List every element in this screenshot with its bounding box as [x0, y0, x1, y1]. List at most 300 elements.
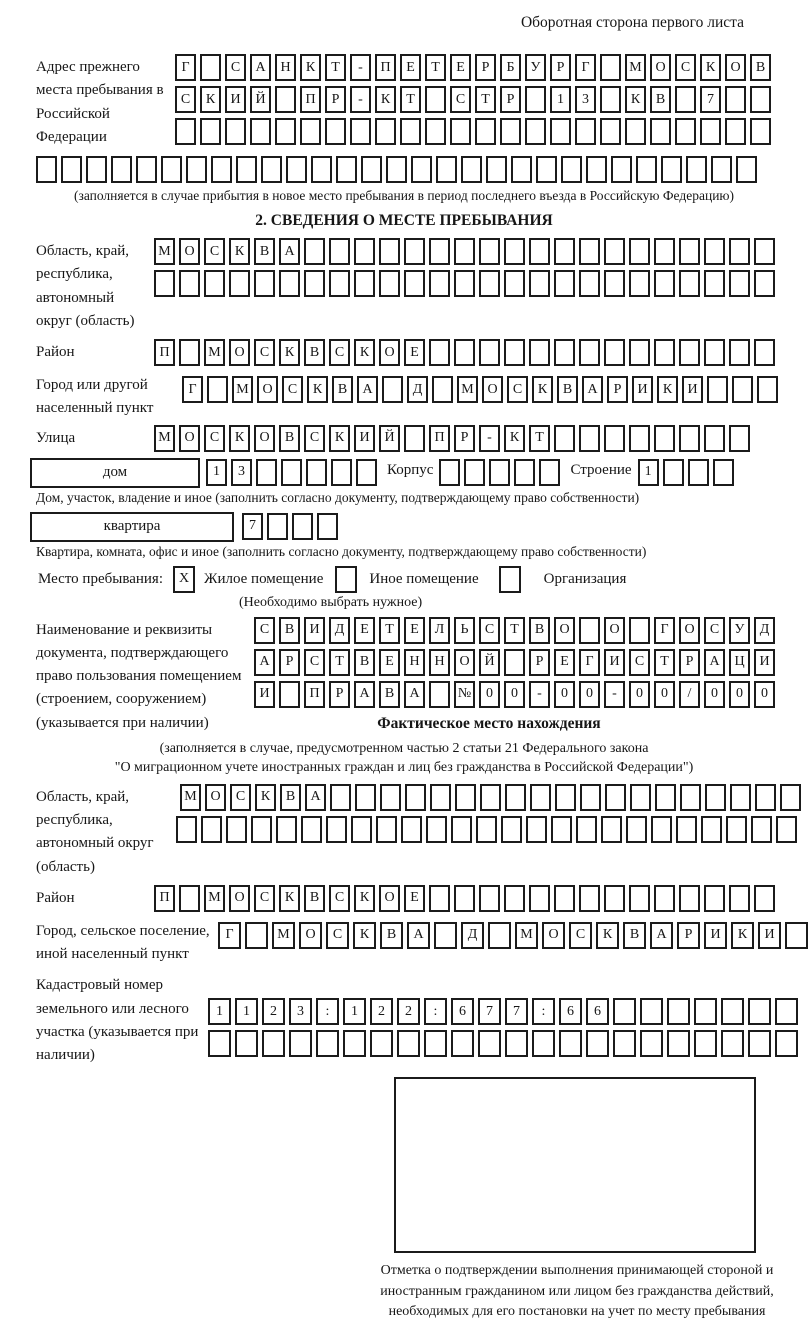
char-box: Р	[279, 649, 300, 676]
char-box: 7	[700, 86, 721, 113]
char-box: В	[529, 617, 550, 644]
char-box: О	[542, 922, 565, 949]
char-box	[640, 1030, 663, 1057]
char-box: И	[304, 617, 325, 644]
option-inoe-label: Иное помещение	[369, 570, 479, 587]
char-box: А	[407, 922, 430, 949]
korpus-label: Корпус	[387, 461, 434, 478]
char-box: В	[354, 649, 375, 676]
char-box	[757, 376, 778, 403]
char-box: И	[754, 649, 775, 676]
char-box	[451, 1030, 474, 1057]
char-box: О	[650, 54, 671, 81]
char-box	[300, 118, 321, 145]
char-box: Г	[175, 54, 196, 81]
char-box: Н	[275, 54, 296, 81]
fact-caption-1: (заполняется в случае, предусмотренном частью 2 статьи 21 Федерального закона	[159, 740, 649, 756]
char-box: О	[379, 339, 400, 366]
char-box: С	[254, 617, 275, 644]
char-box: Р	[677, 922, 700, 949]
char-box: К	[255, 784, 276, 811]
char-box	[729, 238, 750, 265]
char-box: И	[254, 681, 275, 708]
char-box	[539, 459, 560, 486]
char-box	[225, 118, 246, 145]
char-box: -	[350, 86, 371, 113]
char-box: Р	[329, 681, 350, 708]
char-box: С	[254, 885, 275, 912]
char-box	[555, 784, 576, 811]
char-box: А	[404, 681, 425, 708]
char-box: :	[424, 998, 447, 1025]
char-box: К	[279, 339, 300, 366]
checkbox-zhiloe[interactable]: X	[173, 566, 195, 593]
char-box	[356, 459, 377, 486]
char-box	[429, 339, 450, 366]
char-box: Т	[325, 54, 346, 81]
char-box: М	[204, 339, 225, 366]
document-row-1[interactable]	[254, 617, 775, 644]
char-box: 3	[575, 86, 596, 113]
fact-gorod-row[interactable]	[182, 922, 808, 949]
fact-gorod-field	[36, 918, 775, 967]
char-box	[613, 1030, 636, 1057]
char-box	[405, 784, 426, 811]
char-box: Н	[429, 649, 450, 676]
char-box	[580, 784, 601, 811]
char-box: 0	[654, 681, 675, 708]
char-box	[676, 816, 697, 843]
char-box	[411, 156, 432, 183]
char-box	[755, 784, 776, 811]
document-label: Наименование и реквизиты документа, подтверждающего право пользования помещением (строением, сооружением) (указывается при наличии)	[36, 621, 242, 731]
s2-raion-field	[36, 339, 772, 366]
char-box	[754, 270, 775, 297]
char-box	[317, 513, 338, 540]
char-box	[201, 816, 222, 843]
apartment-named-box[interactable]: квартира	[30, 512, 234, 542]
previous-address-row-3[interactable]	[175, 118, 771, 145]
char-box: С	[704, 617, 725, 644]
char-box	[136, 156, 157, 183]
char-box	[179, 339, 200, 366]
char-box: М	[154, 238, 175, 265]
char-box	[654, 425, 675, 452]
char-box: Д	[754, 617, 775, 644]
char-box: К	[596, 922, 619, 949]
char-box: К	[700, 54, 721, 81]
char-box: О	[604, 617, 625, 644]
char-box: :	[532, 998, 555, 1025]
char-box: 0	[504, 681, 525, 708]
previous-address-label: Адрес прежнего места пребывания в Российской Федерации	[36, 59, 164, 145]
stroenie-boxes[interactable]	[638, 459, 734, 486]
char-box	[479, 238, 500, 265]
char-box: Г	[575, 54, 596, 81]
document-row-2[interactable]	[254, 649, 775, 676]
char-box	[705, 784, 726, 811]
char-box: 1	[206, 459, 227, 486]
char-box: 6	[559, 998, 582, 1025]
char-box	[306, 459, 327, 486]
char-box	[701, 816, 722, 843]
char-box: К	[731, 922, 754, 949]
char-box	[505, 784, 526, 811]
char-box	[425, 118, 446, 145]
checkbox-inoe[interactable]	[335, 566, 357, 593]
char-box	[629, 617, 650, 644]
fact-oblast-label: Область, край, республика, автономный округ (область)	[36, 788, 154, 875]
char-box	[301, 816, 322, 843]
char-box	[679, 339, 700, 366]
char-box: Ь	[454, 617, 475, 644]
char-box	[488, 922, 511, 949]
char-box: Е	[554, 649, 575, 676]
char-box: С	[304, 425, 325, 452]
char-box	[505, 1030, 528, 1057]
char-box	[663, 459, 684, 486]
char-box	[604, 425, 625, 452]
char-box: Е	[379, 649, 400, 676]
char-box	[326, 816, 347, 843]
fact-kadastr-field	[36, 972, 772, 1067]
char-box: 3	[289, 998, 312, 1025]
char-box: О	[179, 425, 200, 452]
char-box: Р	[607, 376, 628, 403]
char-box	[504, 339, 525, 366]
s2-gorod-field	[36, 372, 772, 421]
char-box: -	[350, 54, 371, 81]
char-box: 7	[478, 998, 501, 1025]
char-box	[404, 238, 425, 265]
char-box	[176, 816, 197, 843]
char-box	[721, 1030, 744, 1057]
char-box	[629, 885, 650, 912]
char-box: 7	[242, 513, 263, 540]
char-box	[600, 86, 621, 113]
char-box: Т	[379, 617, 400, 644]
char-box	[429, 681, 450, 708]
char-box	[726, 816, 747, 843]
char-box: Е	[404, 339, 425, 366]
char-box	[204, 270, 225, 297]
char-box: 1	[208, 998, 231, 1025]
char-box	[725, 86, 746, 113]
char-box	[611, 156, 632, 183]
char-box: П	[154, 885, 175, 912]
s2-ulitsa-field	[36, 425, 772, 452]
house-named-box[interactable]: дом	[30, 458, 200, 488]
char-box	[559, 1030, 582, 1057]
char-box: В	[279, 617, 300, 644]
char-box: К	[532, 376, 553, 403]
char-box: А	[354, 681, 375, 708]
char-box: Р	[679, 649, 700, 676]
char-box: М	[625, 54, 646, 81]
char-box	[111, 156, 132, 183]
place-type-label: Место пребывания:	[38, 570, 163, 587]
char-box	[780, 784, 801, 811]
char-box	[707, 376, 728, 403]
char-box: М	[180, 784, 201, 811]
char-box	[426, 816, 447, 843]
fact-kadastr-row-1[interactable]	[208, 998, 798, 1025]
char-box: С	[254, 339, 275, 366]
char-box	[554, 885, 575, 912]
char-box	[501, 816, 522, 843]
s2-oblast-row-2[interactable]	[154, 270, 775, 297]
char-box: И	[704, 922, 727, 949]
char-box	[636, 156, 657, 183]
char-box	[704, 270, 725, 297]
stroenie-label: Строение	[570, 461, 632, 478]
char-box: -	[529, 681, 550, 708]
char-box: Д	[461, 922, 484, 949]
char-box	[654, 238, 675, 265]
char-box: А	[704, 649, 725, 676]
char-box: 1	[638, 459, 659, 486]
char-box: И	[225, 86, 246, 113]
char-box	[629, 425, 650, 452]
char-box	[355, 784, 376, 811]
char-box	[630, 784, 651, 811]
char-box	[429, 270, 450, 297]
char-box	[704, 238, 725, 265]
char-box: 6	[451, 998, 474, 1025]
char-box: М	[272, 922, 295, 949]
char-box	[748, 1030, 771, 1057]
char-box: 2	[262, 998, 285, 1025]
char-box: 0	[579, 681, 600, 708]
char-box: И	[604, 649, 625, 676]
char-box	[700, 118, 721, 145]
char-box: К	[279, 885, 300, 912]
char-box	[450, 118, 471, 145]
s2-ulitsa-label: Улица	[36, 429, 76, 446]
char-box	[775, 998, 798, 1025]
char-box: Р	[500, 86, 521, 113]
char-box: О	[482, 376, 503, 403]
previous-address-row-1[interactable]	[175, 54, 771, 81]
char-box: К	[229, 425, 250, 452]
char-box: В	[380, 922, 403, 949]
char-box	[476, 816, 497, 843]
char-box: В	[254, 238, 275, 265]
s2-raion-row[interactable]	[154, 339, 775, 366]
char-box	[376, 816, 397, 843]
char-box	[704, 885, 725, 912]
document-row-3[interactable]	[254, 681, 775, 708]
char-box: С	[507, 376, 528, 403]
char-box	[478, 1030, 501, 1057]
char-box	[754, 238, 775, 265]
char-box: 3	[231, 459, 252, 486]
apartment-row	[30, 512, 772, 542]
char-box: С	[329, 339, 350, 366]
char-box	[711, 156, 732, 183]
char-box: М	[154, 425, 175, 452]
char-box	[504, 270, 525, 297]
s2-ulitsa-row[interactable]	[154, 425, 750, 452]
char-box	[629, 238, 650, 265]
char-box	[667, 1030, 690, 1057]
char-box: М	[457, 376, 478, 403]
char-box	[379, 238, 400, 265]
fact-oblast-row-1[interactable]	[180, 784, 801, 811]
fact-raion-label: Район	[36, 889, 75, 906]
char-box	[311, 156, 332, 183]
char-box	[776, 816, 797, 843]
char-box	[748, 998, 771, 1025]
char-box	[480, 784, 501, 811]
char-box: С	[479, 617, 500, 644]
fact-kadastr-label: Кадастровый номер земельного или лесного участка (указывается при наличии)	[36, 977, 199, 1063]
char-box: Т	[400, 86, 421, 113]
s2-raion-label: Район	[36, 344, 75, 360]
char-box: О	[379, 885, 400, 912]
char-box: Р	[550, 54, 571, 81]
char-box	[208, 1030, 231, 1057]
apartment-number-boxes[interactable]	[242, 513, 338, 540]
char-box: К	[354, 339, 375, 366]
char-box	[404, 425, 425, 452]
char-box	[354, 238, 375, 265]
char-box	[397, 1030, 420, 1057]
stamp-box	[394, 1077, 756, 1253]
char-box	[579, 270, 600, 297]
char-box: П	[375, 54, 396, 81]
char-box	[404, 270, 425, 297]
char-box	[661, 156, 682, 183]
char-box: :	[316, 998, 339, 1025]
char-box	[380, 784, 401, 811]
char-box	[475, 118, 496, 145]
char-box	[601, 816, 622, 843]
char-box: О	[554, 617, 575, 644]
char-box	[464, 459, 485, 486]
char-box	[511, 156, 532, 183]
fact-oblast-field	[36, 784, 772, 879]
char-box: О	[205, 784, 226, 811]
section2-title: 2. СВЕДЕНИЯ О МЕСТЕ ПРЕБЫВАНИЯ	[255, 212, 553, 229]
char-box	[439, 459, 460, 486]
char-box	[236, 156, 257, 183]
char-box	[530, 784, 551, 811]
char-box	[561, 156, 582, 183]
char-box	[211, 156, 232, 183]
previous-address-row-2[interactable]	[175, 86, 771, 113]
char-box	[600, 54, 621, 81]
char-box: Р	[325, 86, 346, 113]
char-box: С	[282, 376, 303, 403]
char-box	[775, 1030, 798, 1057]
s2-oblast-row-1[interactable]	[154, 238, 775, 265]
char-box: 1	[550, 86, 571, 113]
previous-address-row-4[interactable]	[36, 156, 772, 183]
place-type-row	[38, 566, 772, 593]
char-box	[579, 238, 600, 265]
char-box	[604, 339, 625, 366]
char-box	[86, 156, 107, 183]
char-box	[550, 118, 571, 145]
char-box	[375, 118, 396, 145]
char-box	[626, 816, 647, 843]
char-box	[579, 339, 600, 366]
char-box	[675, 118, 696, 145]
char-box: С	[569, 922, 592, 949]
char-box	[751, 816, 772, 843]
char-box: К	[229, 238, 250, 265]
previous-address-field	[36, 54, 772, 150]
char-box	[754, 339, 775, 366]
char-box	[454, 270, 475, 297]
char-box	[279, 270, 300, 297]
char-box	[529, 885, 550, 912]
char-box	[304, 270, 325, 297]
char-box: Р	[454, 425, 475, 452]
fact-title: Фактическое место нахождения	[377, 714, 601, 732]
char-box	[432, 376, 453, 403]
char-box: №	[454, 681, 475, 708]
char-box: Т	[475, 86, 496, 113]
char-box	[330, 784, 351, 811]
fact-kadastr-row-2[interactable]	[208, 1030, 798, 1057]
fact-oblast-row-2[interactable]	[176, 816, 801, 843]
house-number-boxes[interactable]	[206, 459, 377, 486]
char-box: В	[557, 376, 578, 403]
char-box: С	[629, 649, 650, 676]
fact-raion-row[interactable]	[154, 885, 775, 912]
char-box	[650, 118, 671, 145]
char-box	[729, 339, 750, 366]
char-box	[486, 156, 507, 183]
char-box	[576, 816, 597, 843]
char-box	[336, 156, 357, 183]
char-box: С	[304, 649, 325, 676]
korpus-boxes[interactable]	[439, 459, 560, 486]
char-box	[186, 156, 207, 183]
char-box: 1	[343, 998, 366, 1025]
char-box	[679, 425, 700, 452]
char-box: 0	[754, 681, 775, 708]
char-box	[267, 513, 288, 540]
apartment-caption: Квартира, комната, офис и иное (заполнить согласно документу, подтверждающему право собственности)	[36, 543, 647, 559]
char-box: Т	[654, 649, 675, 676]
checkbox-org[interactable]	[499, 566, 521, 593]
char-box	[455, 784, 476, 811]
char-box	[430, 784, 451, 811]
char-box: С	[675, 54, 696, 81]
char-box	[514, 459, 535, 486]
char-box	[729, 270, 750, 297]
char-box	[730, 784, 751, 811]
char-box: Г	[218, 922, 241, 949]
char-box	[154, 270, 175, 297]
char-box: А	[279, 238, 300, 265]
option-zhiloe-label: Жилое помещение	[204, 570, 324, 587]
char-box: Е	[450, 54, 471, 81]
s2-gorod-row[interactable]	[182, 376, 778, 403]
char-box: М	[204, 885, 225, 912]
char-box: В	[750, 54, 771, 81]
char-box	[400, 118, 421, 145]
char-box: О	[254, 425, 275, 452]
char-box	[329, 238, 350, 265]
char-box	[161, 156, 182, 183]
char-box: В	[650, 86, 671, 113]
char-box	[279, 681, 300, 708]
char-box	[529, 270, 550, 297]
